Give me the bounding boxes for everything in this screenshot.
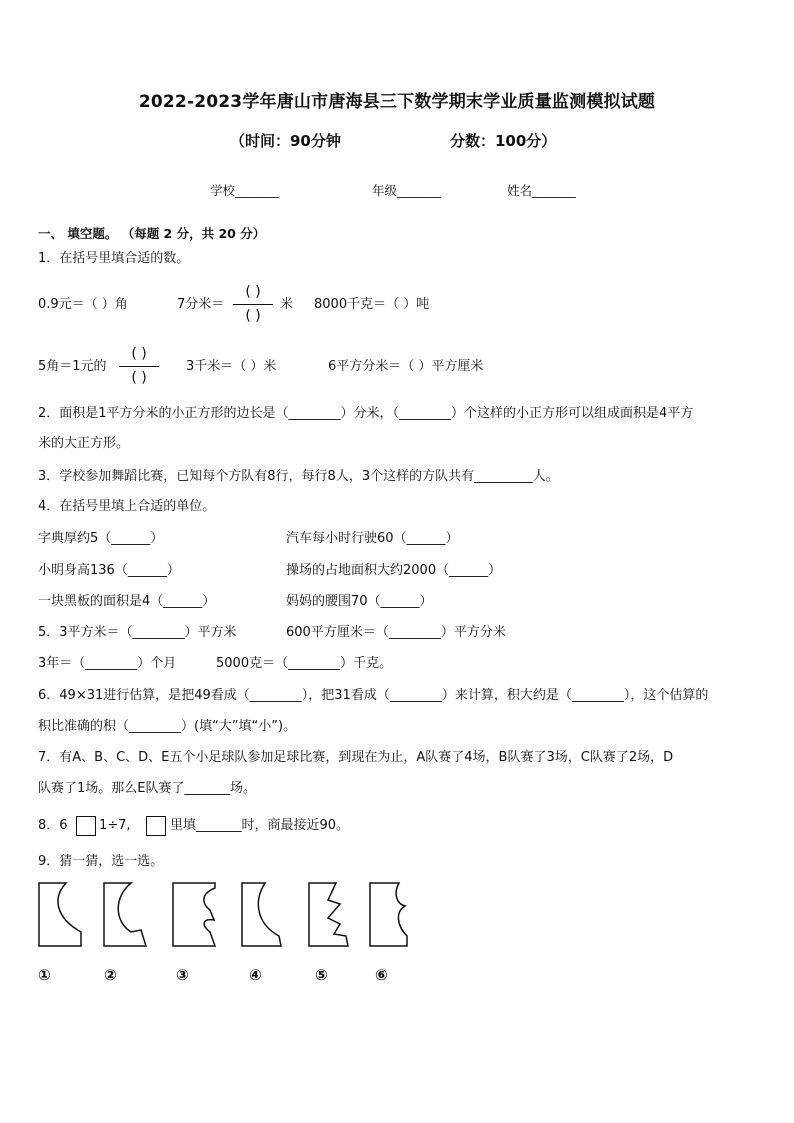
name-field[interactable]: 姓名_______	[507, 183, 576, 198]
fraction-bar	[233, 304, 273, 305]
grade-field[interactable]: 年级_______	[372, 183, 441, 198]
q6-line2: 积比准确的积（________）(填“大”填“小”)。	[38, 719, 297, 734]
q4-item-c: 小明身高136（______）	[38, 563, 180, 578]
q4-item-f: 妈妈的腰围70（______）	[286, 594, 433, 609]
q8-middle: 1÷7,	[99, 818, 131, 833]
figure-1[interactable]	[36, 880, 86, 950]
q4-item-a: 字典厚约5（______）	[38, 531, 164, 546]
figure-label-5: ⑤	[315, 966, 328, 984]
figure-5[interactable]	[306, 880, 356, 950]
fraction-denominator: ( )	[245, 308, 261, 324]
q5-item-c: 3年＝（________）个月	[38, 656, 177, 671]
q1-item-b-suffix: 米	[280, 297, 294, 312]
q2-line2: 米的大正方形。	[38, 436, 130, 451]
exam-score: 分数：100分）	[450, 132, 557, 150]
q1-item-c: 8000千克＝（ ）吨	[314, 297, 430, 312]
q8-suffix: 里填_______时，商最接近90。	[170, 818, 350, 833]
exam-time: （时间：90分钟	[230, 132, 341, 150]
figure-label-1: ①	[38, 966, 51, 984]
q1-item-e: 3千米＝（ ）米	[186, 359, 277, 374]
q4-item-b: 汽车每小时行驶60（______）	[286, 531, 459, 546]
q3-text: 3．学校参加舞蹈比赛，已知每个方队有8行，每行8人，3个这样的方队共有_________人。	[38, 469, 559, 484]
figure-label-4: ④	[249, 966, 262, 984]
q5-item-b: 600平方厘米＝（________）平方分米	[286, 625, 506, 640]
figure-2[interactable]	[101, 880, 151, 950]
q2-line1: 2．面积是1平方分米的小正方形的边长是（________）分米，（________）个这样的小正方形可以组成面积是4平方	[38, 406, 694, 421]
section-heading: 一、 填空题。 （每题 2 分，共 20 分）	[38, 226, 266, 241]
q8-answer-box[interactable]	[146, 816, 166, 836]
figure-label-6: ⑥	[375, 966, 388, 984]
q8-digit-box[interactable]	[76, 816, 96, 836]
school-field[interactable]: 学校_______	[210, 183, 279, 198]
q1-item-a: 0.9元＝（ ）角	[38, 297, 128, 312]
q1-item-f: 6平方分米＝（ ）平方厘米	[328, 359, 484, 374]
q4-item-e: 一块黑板的面积是4（______）	[38, 594, 216, 609]
fraction-denominator: ( )	[131, 370, 147, 386]
q1-item-d-prefix: 5角＝1元的	[38, 359, 107, 374]
figure-6[interactable]	[367, 880, 417, 950]
fraction-numerator: ( )	[131, 346, 147, 362]
fraction-numerator: ( )	[245, 284, 261, 300]
figure-label-3: ③	[176, 966, 189, 984]
page-title: 2022-2023学年唐山市唐海县三下数学期末学业质量监测模拟试题	[138, 92, 656, 112]
q1-fraction-d[interactable]	[117, 344, 161, 390]
q5-item-d: 5000克＝（________）千克。	[216, 656, 393, 671]
q5-item-a: 5．3平方米＝（________）平方米	[38, 625, 237, 640]
q1-prompt: 1．在括号里填合适的数。	[38, 251, 190, 266]
q1-item-b-prefix: 7分米＝	[177, 297, 225, 312]
q6-line1: 6．49×31进行估算，是把49看成（________），把31看成（________）来计算，积大约是（________），这个估算的	[38, 688, 709, 703]
fraction-bar	[119, 366, 159, 367]
figure-4[interactable]	[239, 880, 289, 950]
q7-line2: 队赛了1场。那么E队赛了_______场。	[38, 781, 256, 796]
figure-3[interactable]	[170, 880, 220, 950]
figure-label-2: ②	[104, 966, 117, 984]
q8-prefix: 8．6	[38, 818, 68, 833]
q9-prompt: 9．猜一猜，选一选。	[38, 854, 164, 869]
q7-line1: 7．有A、B、C、D、E五个小足球队参加足球比赛，到现在为止，A队赛了4场，B队赛了3场，C队赛了2场，D	[38, 750, 674, 765]
q4-prompt: 4．在括号里填上合适的单位。	[38, 499, 216, 514]
q1-fraction-b[interactable]	[231, 282, 275, 328]
q4-item-d: 操场的占地面积大约2000（______）	[286, 563, 502, 578]
